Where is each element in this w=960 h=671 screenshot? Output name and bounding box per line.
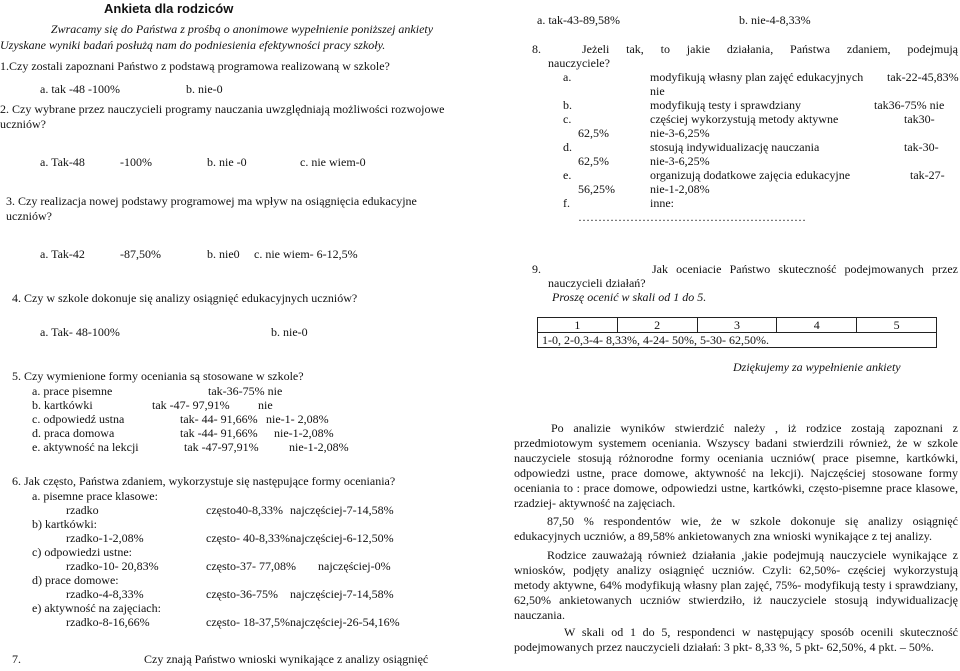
q5-row-nie: nie-1-2,08% bbox=[274, 426, 334, 440]
summary-paragraph-1-text: Po analizie wyników stwierdzić należy , iż rodzice zostają zapoznani z przedmiotowym systemem oceniania. Wszyscy badani stwierdzili również, że w szkole nauczyciele stosują różnorodne formy oceniania uczniów( prace pisemne, kartkówki, odpowiedzi ustne, prace domowe, aktywność na lekcji). Najczęściej stosowane formy oceniania to : prace domowe, odpowiedzi ustne, kartkówki, często-pisemne prace klasowe, rzadziej- aktywność na zajęciach. bbox=[514, 421, 958, 510]
q2-answer-c: c. nie wiem-0 bbox=[300, 155, 366, 169]
q8-item-value: tak36-75% nie bbox=[874, 98, 945, 112]
q8-dots: ………………………………………………… bbox=[578, 210, 806, 224]
q5-row-label: a. prace pisemne bbox=[32, 384, 113, 398]
q5-row-label: b. kartkówki bbox=[32, 398, 93, 412]
q6-question: 6. Jak często, Państwa zdaniem, wykorzystuje się następujące formy oceniania? bbox=[12, 474, 396, 488]
q9-instruction: Proszę ocenić w skali od 1 do 5. bbox=[552, 290, 707, 304]
q8-item-value: tak-30- bbox=[904, 140, 939, 154]
intro-line-2: Uzyskane wyniki badań posłużą nam do podniesienia efektywności pracy szkoły. bbox=[0, 38, 386, 52]
q3-question-line-1: 3. Czy realizacja nowej podstawy programowej ma wpływ na osiągnięcia edukacyjne bbox=[6, 194, 417, 208]
summary-paragraph-2-text: 87,50 % respondentów wie, że w szkole dokonuje się analizy osiągnięć edukacyjnych uczniów, a 89,58% ankietowanych zna wnioski wynikające z tej analizy. bbox=[514, 514, 958, 543]
q5-row-label: c. odpowiedź ustna bbox=[32, 412, 125, 426]
q7-number: 7. bbox=[12, 652, 21, 666]
q2-question-line-1: 2. Czy wybrane przez nauczycieli programy nauczania uwzględniają możliwości rozwojowe bbox=[0, 102, 445, 116]
q6-rzadko: rzadko-4-8,33% bbox=[66, 587, 144, 601]
q4-answer-a: a. Tak- 48-100% bbox=[40, 325, 120, 339]
q6-rzadko: rzadko-10- 20,83% bbox=[66, 559, 159, 573]
q4-question: 4. Czy w szkole dokonuje się analizy osiągnięć edukacyjnych uczniów? bbox=[12, 291, 358, 305]
q8-item-cont-left: 62,5% bbox=[578, 126, 609, 140]
q6-najczesciej: najczęściej-26-54,16% bbox=[290, 615, 400, 629]
q2-answer-b: b. nie -0 bbox=[207, 155, 247, 169]
summary-paragraph-2 bbox=[514, 514, 958, 544]
q6-najczesciej: najczęściej-6-12,50% bbox=[290, 531, 394, 545]
q3-answer-c: c. nie wiem- 6-12,5% bbox=[254, 247, 358, 261]
q6-czesto: często- 40-8,33% bbox=[206, 531, 290, 545]
q8-item-cont: nie-3-6,25% bbox=[650, 154, 710, 168]
q9-scale-result-row bbox=[538, 333, 937, 348]
q5-row-nie: nie bbox=[258, 398, 273, 412]
q9-scale-header-row bbox=[538, 318, 937, 333]
q3-answer-a-pct: -87,50% bbox=[120, 247, 161, 261]
q9-number: 9. bbox=[532, 262, 541, 276]
q6-group-label: c) odpowiedzi ustne: bbox=[32, 545, 132, 559]
q1-answer-a: a. tak -48 -100% bbox=[40, 82, 120, 96]
q3-answer-a: a. Tak-42 bbox=[40, 247, 85, 261]
q5-row-tak: tak -47-97,91% bbox=[184, 440, 259, 454]
q8-item-letter: e. bbox=[563, 168, 572, 182]
q2-answer-a-pct: -100% bbox=[120, 155, 152, 169]
q6-rzadko: rzadko bbox=[66, 503, 99, 517]
q6-czesto: często- 18-37,5% bbox=[206, 615, 290, 629]
q8-item-letter: f. bbox=[563, 196, 570, 210]
q8-item-text: organizują dodatkowe zajęcia edukacyjne bbox=[650, 168, 851, 182]
q9-scale-cell: 3 bbox=[697, 318, 777, 333]
q7-question: Czy znają Państwo wnioski wynikające z analizy osiągnięć bbox=[144, 652, 429, 666]
q6-najczesciej: najczęściej-7-14,58% bbox=[290, 503, 394, 517]
q9-question-line-1: Jak oceniacie Państwo skuteczność podejmowanych przez bbox=[652, 262, 958, 276]
q8-item-text: inne: bbox=[650, 196, 674, 210]
q6-najczesciej: najczęściej-0% bbox=[318, 559, 391, 573]
q6-najczesciej: najczęściej-7-14,58% bbox=[290, 587, 394, 601]
q5-row-tak: tak-36-75% nie bbox=[208, 384, 283, 398]
q9-scale-result: 1-0, 2-0,3-4- 8,33%, 4-24- 50%, 5-30- 62,50%. bbox=[538, 333, 937, 348]
q8-item-cont: nie-3-6,25% bbox=[650, 126, 710, 140]
q5-row-tak: tak- 44- 91,66% bbox=[180, 412, 258, 426]
q6-group-label: a. pisemne prace klasowe: bbox=[32, 489, 158, 503]
q9-question-line-2: nauczycieli działań? bbox=[548, 276, 646, 290]
q8-item-text: modyfikują testy i sprawdziany bbox=[650, 98, 801, 112]
q5-question: 5. Czy wymienione formy oceniania są stosowane w szkole? bbox=[12, 369, 304, 383]
q8-item-cont: nie-1-2,08% bbox=[650, 182, 710, 196]
q8-question-line-2: nauczyciele? bbox=[548, 56, 610, 70]
q1-question: 1.Czy zostali zapoznani Państwo z podstawą programowa realizowaną w szkole? bbox=[0, 59, 390, 73]
q6-group-label: d) prace domowe: bbox=[32, 573, 119, 587]
q9-scale-cell: 5 bbox=[857, 318, 937, 333]
q9-scale-cell: 1 bbox=[538, 318, 618, 333]
q8-item-cont-left: 62,5% bbox=[578, 154, 609, 168]
q8-item-value: tak-27- bbox=[910, 168, 945, 182]
q8-item-letter: c. bbox=[563, 112, 572, 126]
q8-item-value: tak30- bbox=[904, 112, 935, 126]
q5-row-tak: tak -47- 97,91% bbox=[152, 398, 230, 412]
q5-row-nie: nie-1-2,08% bbox=[289, 440, 349, 454]
q4-answer-b: b. nie-0 bbox=[271, 325, 308, 339]
q8-question-line-1: Jeżeli tak, to jakie działania, Państwa zdaniem, podejmują bbox=[582, 42, 958, 56]
thanks-note: Dziękujemy za wypełnienie ankiety bbox=[733, 360, 901, 374]
summary-paragraph-3-text: Rodzice zauważają również działania ,jakie podejmują nauczyciele wynikające z wniosków, podjęty analizy osiągnięć uczniów. Czyli: 62,50%- częściej wykorzystują metody aktywne, 64% modyfikują własny plan zajęć, 75%- modyfikują testy i sprawdziany, 62,50% ankietowanych uczniów stwierdziło, iż nauczyciele stosują indywidualizację nauczania. bbox=[514, 548, 958, 622]
q3-question-line-2: uczniów? bbox=[6, 209, 52, 223]
q5-row-nie: nie-1- 2,08% bbox=[266, 412, 329, 426]
q6-rzadko: rzadko-1-2,08% bbox=[66, 531, 144, 545]
q8-item-text: stosują indywidualizację nauczania bbox=[650, 140, 820, 154]
summary-paragraph-3 bbox=[514, 548, 958, 623]
q7-answer-a: a. tak-43-89,58% bbox=[537, 13, 620, 27]
q6-rzadko: rzadko-8-16,66% bbox=[66, 615, 150, 629]
q8-item-text: modyfikują własny plan zajęć edukacyjnych bbox=[650, 70, 864, 84]
q9-scale-cell: 4 bbox=[777, 318, 857, 333]
summary-paragraph-4-text: W skali od 1 do 5, respondenci w następujący sposób ocenili skuteczność podejmowanych przez nauczycieli działań: 3 pkt- 8,33 %, 5 pkt- 62,50%, 4 pkt. – 50%. bbox=[514, 625, 958, 654]
q6-czesto: często-36-75% bbox=[206, 587, 278, 601]
q6-group-label: e) aktywność na zajęciach: bbox=[32, 601, 161, 615]
q8-number: 8. bbox=[532, 42, 541, 56]
summary-paragraph-1 bbox=[514, 421, 958, 511]
q8-item-cont-left: 56,25% bbox=[578, 182, 615, 196]
summary-paragraph-4 bbox=[514, 625, 958, 655]
q6-czesto: często-37- 77,08% bbox=[206, 559, 296, 573]
q9-scale-table bbox=[537, 317, 937, 348]
q6-group-label: b) kartkówki: bbox=[32, 517, 97, 531]
q7-answer-b: b. nie-4-8,33% bbox=[739, 13, 811, 27]
q8-item-letter: d. bbox=[563, 140, 572, 154]
q8-item-letter: a. bbox=[563, 70, 572, 84]
q1-answer-b: b. nie-0 bbox=[186, 82, 223, 96]
survey-title: Ankieta dla rodziców bbox=[104, 1, 234, 16]
q8-item-letter: b. bbox=[563, 98, 572, 112]
q6-czesto: często40-8,33% bbox=[206, 503, 283, 517]
q2-answer-a: a. Tak-48 bbox=[40, 155, 85, 169]
q2-question-line-2: uczniów? bbox=[0, 117, 46, 131]
q5-row-label: d. praca domowa bbox=[32, 426, 115, 440]
q5-row-label: e. aktywność na lekcji bbox=[32, 440, 139, 454]
q5-row-tak: tak -44- 91,66% bbox=[180, 426, 258, 440]
q8-item-text: częściej wykorzystują metody aktywne bbox=[650, 112, 839, 126]
q8-item-value: tak-22-45,83% bbox=[887, 70, 959, 84]
q9-scale-cell: 2 bbox=[617, 318, 697, 333]
q3-answer-b: b. nie0 bbox=[207, 247, 240, 261]
q8-item-cont: nie bbox=[650, 84, 665, 98]
intro-line-1: Zwracamy się do Państwa z prośbą o anonimowe wypełnienie poniższej ankiety bbox=[50, 22, 434, 36]
